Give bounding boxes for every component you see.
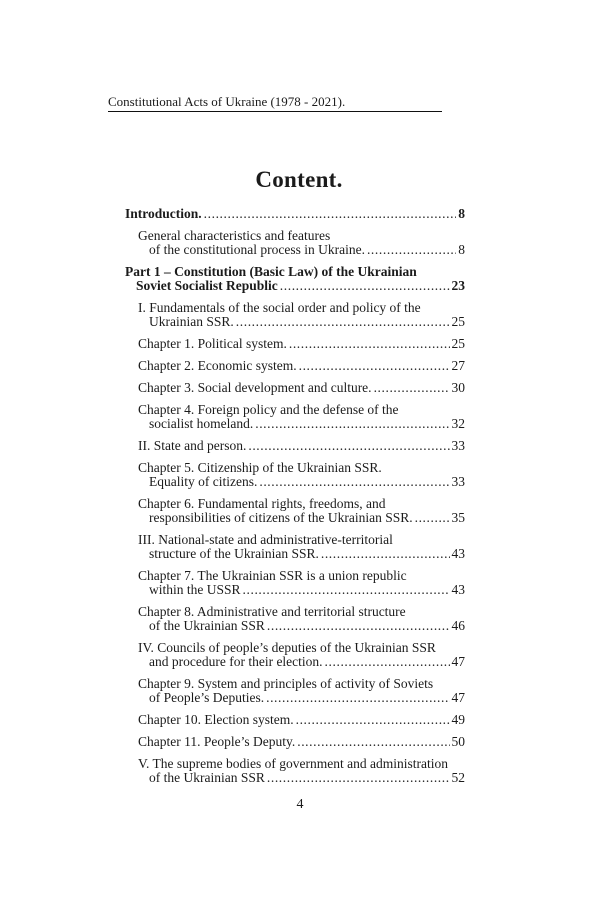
dot-leader — [236, 315, 450, 329]
toc-entry-text-line: III. National-state and administrative-territorial — [138, 532, 393, 547]
toc-entry-page: 43 — [451, 546, 465, 561]
toc-entry-leader-line — [138, 547, 465, 561]
toc-entry — [125, 569, 465, 597]
toc-entry-leader-line — [138, 315, 465, 329]
toc-entry-page: 46 — [451, 618, 465, 633]
dot-leader — [267, 619, 450, 633]
toc-entry — [125, 497, 465, 525]
toc-entry-page: 52 — [451, 770, 465, 785]
dot-leader — [367, 243, 456, 257]
toc-entry-leader-line — [138, 619, 465, 633]
toc-entry — [125, 207, 465, 221]
toc-entry-text-line: V. The supreme bodies of government and administration — [138, 756, 448, 771]
toc-entry-page: 8 — [458, 206, 465, 221]
dot-leader — [325, 655, 450, 669]
toc-entry-label: Ukrainian SSR. — [149, 314, 234, 329]
toc-entry — [125, 713, 465, 727]
toc-entry-text-line: Chapter 4. Foreign policy and the defense of the — [138, 402, 399, 417]
dot-leader — [243, 583, 450, 597]
toc-entry-label: within the USSR — [149, 582, 241, 597]
dot-leader — [259, 475, 449, 489]
toc-entry — [125, 265, 465, 293]
page-number: 4 — [296, 797, 304, 812]
toc-entry-label: Equality of citizens. — [149, 474, 258, 489]
toc-entry-leader-line — [138, 655, 465, 669]
toc-entry-page: 23 — [451, 278, 465, 293]
toc-entry-label: of the Ukrainian SSR — [149, 618, 265, 633]
toc-entry-label: Chapter 3. Social development and culture. — [138, 380, 372, 395]
toc-entry — [125, 403, 465, 431]
toc-entry-leader-line — [138, 337, 465, 351]
toc-entry-label: Chapter 2. Economic system. — [138, 358, 297, 373]
toc-entry-label: Soviet Socialist Republic — [136, 278, 278, 293]
toc-entry-text-line: General characteristics and features — [138, 228, 331, 243]
toc-entry-text-line: Part 1 – Constitution (Basic Law) of the Ukrainian — [125, 264, 417, 279]
dot-leader — [280, 279, 450, 293]
dot-leader — [415, 511, 450, 525]
toc-entry-label: Chapter 1. Political system. — [138, 336, 287, 351]
toc-entry-label: Introduction. — [125, 206, 202, 221]
toc-entry-label: of the Ukrainian SSR — [149, 770, 265, 785]
toc-entry — [125, 677, 465, 705]
toc-entry-label: and procedure for their election. — [149, 654, 323, 669]
toc-entry-leader-line — [138, 735, 465, 749]
toc-entry-text-line: I. Fundamentals of the social order and policy of the — [138, 300, 421, 315]
toc-entry-page: 33 — [451, 474, 465, 489]
toc-entry — [125, 641, 465, 669]
toc-entry — [125, 381, 465, 395]
toc-entry-label: II. State and person. — [138, 438, 247, 453]
toc-entry-page: 47 — [451, 654, 465, 669]
dot-leader — [204, 207, 457, 221]
toc-entry — [125, 337, 465, 351]
toc-entry-label: of the constitutional process in Ukraine. — [149, 242, 365, 257]
toc-entry-leader-line — [125, 207, 465, 221]
dot-leader — [266, 691, 449, 705]
toc-entry-page: 25 — [451, 314, 465, 329]
toc-entry-leader-line — [125, 279, 465, 293]
toc-entry-page: 33 — [451, 438, 465, 453]
toc-entry-text-line: Chapter 9. System and principles of activity of Soviets — [138, 676, 434, 691]
toc-entry-leader-line — [138, 381, 465, 395]
toc-entry-text-line: Chapter 7. The Ukrainian SSR is a union republic — [138, 568, 407, 583]
toc-entry-text-line: IV. Councils of people’s deputies of the Ukrainian SSR — [138, 640, 436, 655]
toc-entry — [125, 229, 465, 257]
toc-entry-label: Chapter 10. Election system. — [138, 712, 294, 727]
toc-entry-text-line: Chapter 5. Citizenship of the Ukrainian SSR. — [138, 460, 382, 475]
toc-entry — [125, 605, 465, 633]
toc-entry-page: 30 — [451, 380, 465, 395]
toc-entry-leader-line — [138, 359, 465, 373]
toc-entry — [125, 461, 465, 489]
toc-entry-leader-line — [138, 439, 465, 453]
toc-entry-page: 35 — [451, 510, 465, 525]
toc-entry-label: responsibilities of citizens of the Ukrainian SSR. — [149, 510, 413, 525]
toc-entry-leader-line — [138, 511, 465, 525]
toc-entry-page: 50 — [451, 734, 465, 749]
toc-entry-leader-line — [138, 243, 465, 257]
dot-leader — [299, 359, 450, 373]
toc-entry-leader-line — [138, 771, 465, 785]
toc-entry-label: structure of the Ukrainian SSR. — [149, 546, 319, 561]
toc-list — [125, 207, 465, 793]
toc-entry — [125, 735, 465, 749]
dot-leader — [374, 381, 450, 395]
toc-entry — [125, 533, 465, 561]
toc-entry-page: 49 — [451, 712, 465, 727]
toc-entry — [125, 359, 465, 373]
dot-leader — [297, 735, 449, 749]
dot-leader — [321, 547, 450, 561]
toc-entry-leader-line — [138, 417, 465, 431]
running-header: Constitutional Acts of Ukraine (1978 - 2021). — [108, 94, 442, 112]
toc-entry-label: Chapter 11. People’s Deputy. — [138, 734, 296, 749]
toc-entry-page: 32 — [451, 416, 465, 431]
toc-entry-text-line: Chapter 8. Administrative and territorial structure — [138, 604, 406, 619]
toc-entry-text-line: Chapter 6. Fundamental rights, freedoms, and — [138, 496, 386, 511]
toc-entry-label: of People’s Deputies. — [149, 690, 265, 705]
toc-entry-leader-line — [138, 475, 465, 489]
toc-entry-page: 43 — [451, 582, 465, 597]
toc-entry-page: 27 — [451, 358, 465, 373]
toc-entry — [125, 757, 465, 785]
toc-entry-page: 47 — [451, 690, 465, 705]
dot-leader — [267, 771, 450, 785]
toc-entry-page: 8 — [458, 242, 465, 257]
toc-entry-leader-line — [138, 583, 465, 597]
dot-leader — [255, 417, 449, 431]
page-title: Content. — [255, 167, 343, 192]
toc-entry-page: 25 — [451, 336, 465, 351]
toc-entry-leader-line — [138, 713, 465, 727]
dot-leader — [296, 713, 450, 727]
dot-leader — [248, 439, 449, 453]
toc-entry — [125, 301, 465, 329]
toc-entry — [125, 439, 465, 453]
toc-entry-leader-line — [138, 691, 465, 705]
dot-leader — [289, 337, 450, 351]
toc-entry-label: socialist homeland. — [149, 416, 254, 431]
